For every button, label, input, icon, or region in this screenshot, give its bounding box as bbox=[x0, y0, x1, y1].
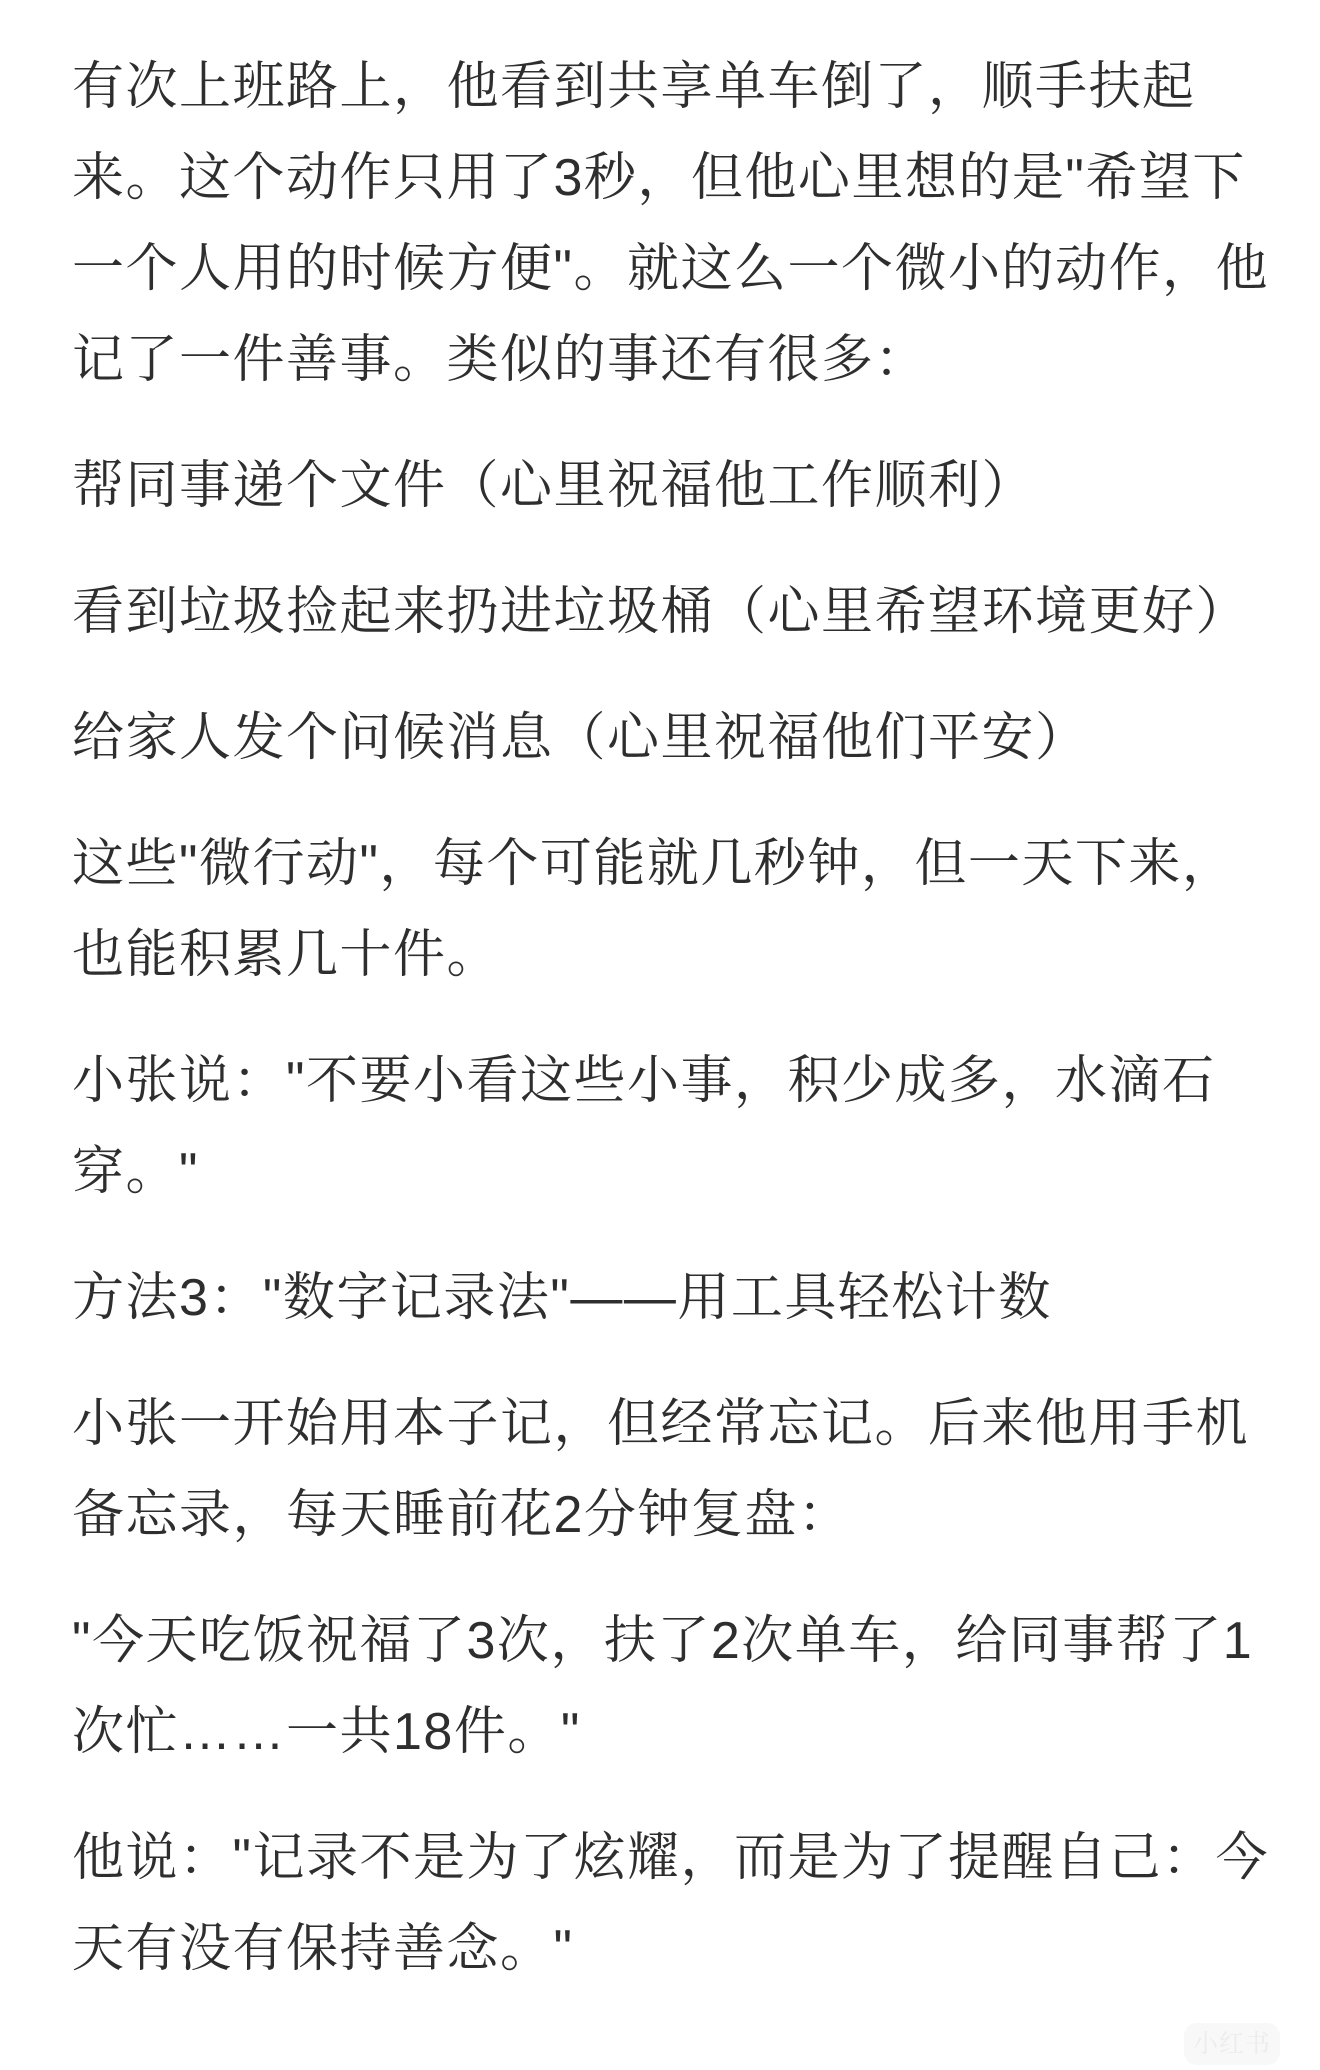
text-line: 方法3："数字记录法"——用工具轻松计数 bbox=[72, 1269, 1052, 1327]
xiaohongshu-watermark: 小红书 bbox=[1184, 2023, 1280, 2065]
paragraph-micro-actions bbox=[72, 819, 1262, 1001]
text-line: 他说："记录不是为了炫耀，而是为了提醒自己：今 bbox=[72, 1829, 1269, 1887]
text-line: 穿。" bbox=[72, 1143, 199, 1201]
text-line: 小张一开始用本子记，但经常忘记。后来他用手机 bbox=[72, 1395, 1250, 1453]
text-line: 来。这个动作只用了3秒，但他心里想的是"希望下 bbox=[72, 149, 1246, 207]
text-line: 这些"微行动"，每个可能就几秒钟，但一天下来， bbox=[72, 835, 1236, 893]
text-line: 次忙……一共18件。" bbox=[72, 1703, 581, 1761]
list-item-help-colleague bbox=[72, 441, 1262, 532]
text-line: 也能积累几十件。 bbox=[72, 926, 501, 984]
paragraph-xiaozhang-quote bbox=[72, 1036, 1262, 1218]
paragraph-recording-habit bbox=[72, 1379, 1262, 1561]
text-line: 记了一件善事。类似的事还有很多： bbox=[72, 331, 929, 389]
text-line: 小张说："不要小看这些小事，积少成多，水滴石 bbox=[72, 1052, 1216, 1110]
list-item-pick-trash bbox=[72, 567, 1262, 658]
text-line: 一个人用的时候方便"。就这么一个微小的动作，他 bbox=[72, 240, 1269, 298]
text-line: 天有没有保持善念。" bbox=[72, 1920, 574, 1978]
text-line: 帮同事递个文件（心里祝福他工作顺利） bbox=[72, 457, 1036, 515]
paragraph-reminder-quote bbox=[72, 1813, 1269, 1995]
text-line: 备忘录，每天睡前花2分钟复盘： bbox=[72, 1486, 852, 1544]
paragraph-daily-review-quote bbox=[72, 1596, 1262, 1778]
text-line: 给家人发个问候消息（心里祝福他们平安） bbox=[72, 709, 1089, 767]
list-item-greet-family bbox=[72, 693, 1262, 784]
heading-method-3 bbox=[72, 1253, 1262, 1344]
text-line: "今天吃饭祝福了3次，扶了2次单车，给同事帮了1 bbox=[72, 1612, 1254, 1670]
text-line: 有次上班路上，他看到共享单车倒了，顺手扶起 bbox=[72, 58, 1196, 116]
text-line: 看到垃圾捡起来扔进垃圾桶（心里希望环境更好） bbox=[72, 583, 1250, 641]
paragraph-bike-story bbox=[72, 42, 1269, 406]
